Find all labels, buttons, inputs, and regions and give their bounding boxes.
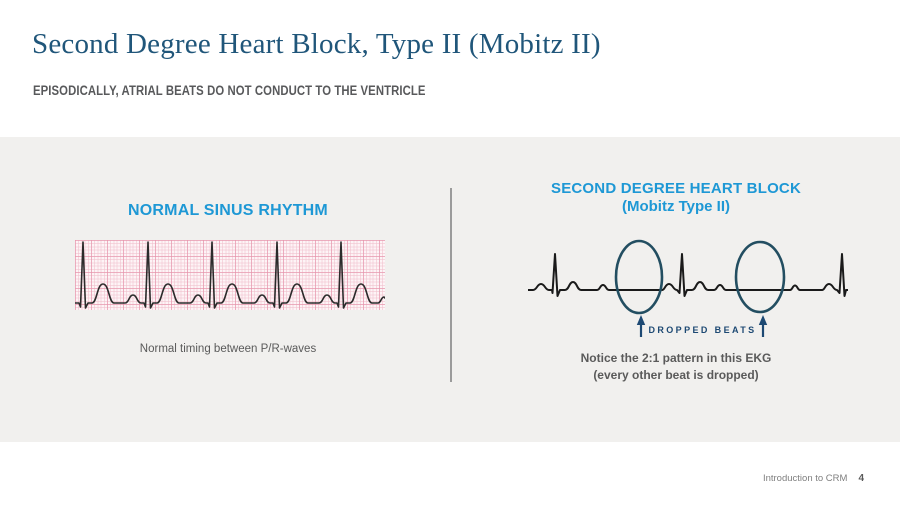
mobitz-ecg-waveform <box>528 254 848 296</box>
page-title: Second Degree Heart Block, Type II (Mobitz II) <box>32 28 601 60</box>
vertical-divider <box>450 188 452 382</box>
dropped-beat-arrow-1 <box>637 315 645 337</box>
dropped-beats-label: DROPPED BEATS <box>648 325 757 335</box>
heart-block-heading: SECOND DEGREE HEART BLOCK <box>550 180 802 197</box>
normal-ecg-caption: Normal timing between P/R-waves <box>139 343 317 355</box>
slide-footer <box>763 473 864 484</box>
footer-page-number: 4 <box>858 473 864 484</box>
dropped-beat-circle-1 <box>616 241 662 313</box>
heart-block-caption-line2: (every other beat is dropped) <box>593 368 759 382</box>
dropped-beat-arrow-2 <box>759 315 767 337</box>
normal-ecg-strip <box>75 240 385 310</box>
heart-block-caption <box>516 350 836 384</box>
dropped-beat-circle-2 <box>736 242 784 312</box>
normal-sinus-heading: NORMAL SINUS RHYTHM <box>128 202 328 219</box>
heart-block-caption-line1: Notice the 2:1 pattern in this EKG <box>580 351 772 365</box>
page-subtitle: EPISODICALLY, ATRIAL BEATS DO NOT CONDUCT TO THE VENTRICLE <box>33 83 426 98</box>
footer-doc-label: Introduction to CRM <box>762 473 848 484</box>
heart-block-subheading: (Mobitz Type II) <box>621 198 731 215</box>
normal-ecg-waveform <box>75 240 385 310</box>
mobitz-ecg-diagram <box>528 238 848 343</box>
